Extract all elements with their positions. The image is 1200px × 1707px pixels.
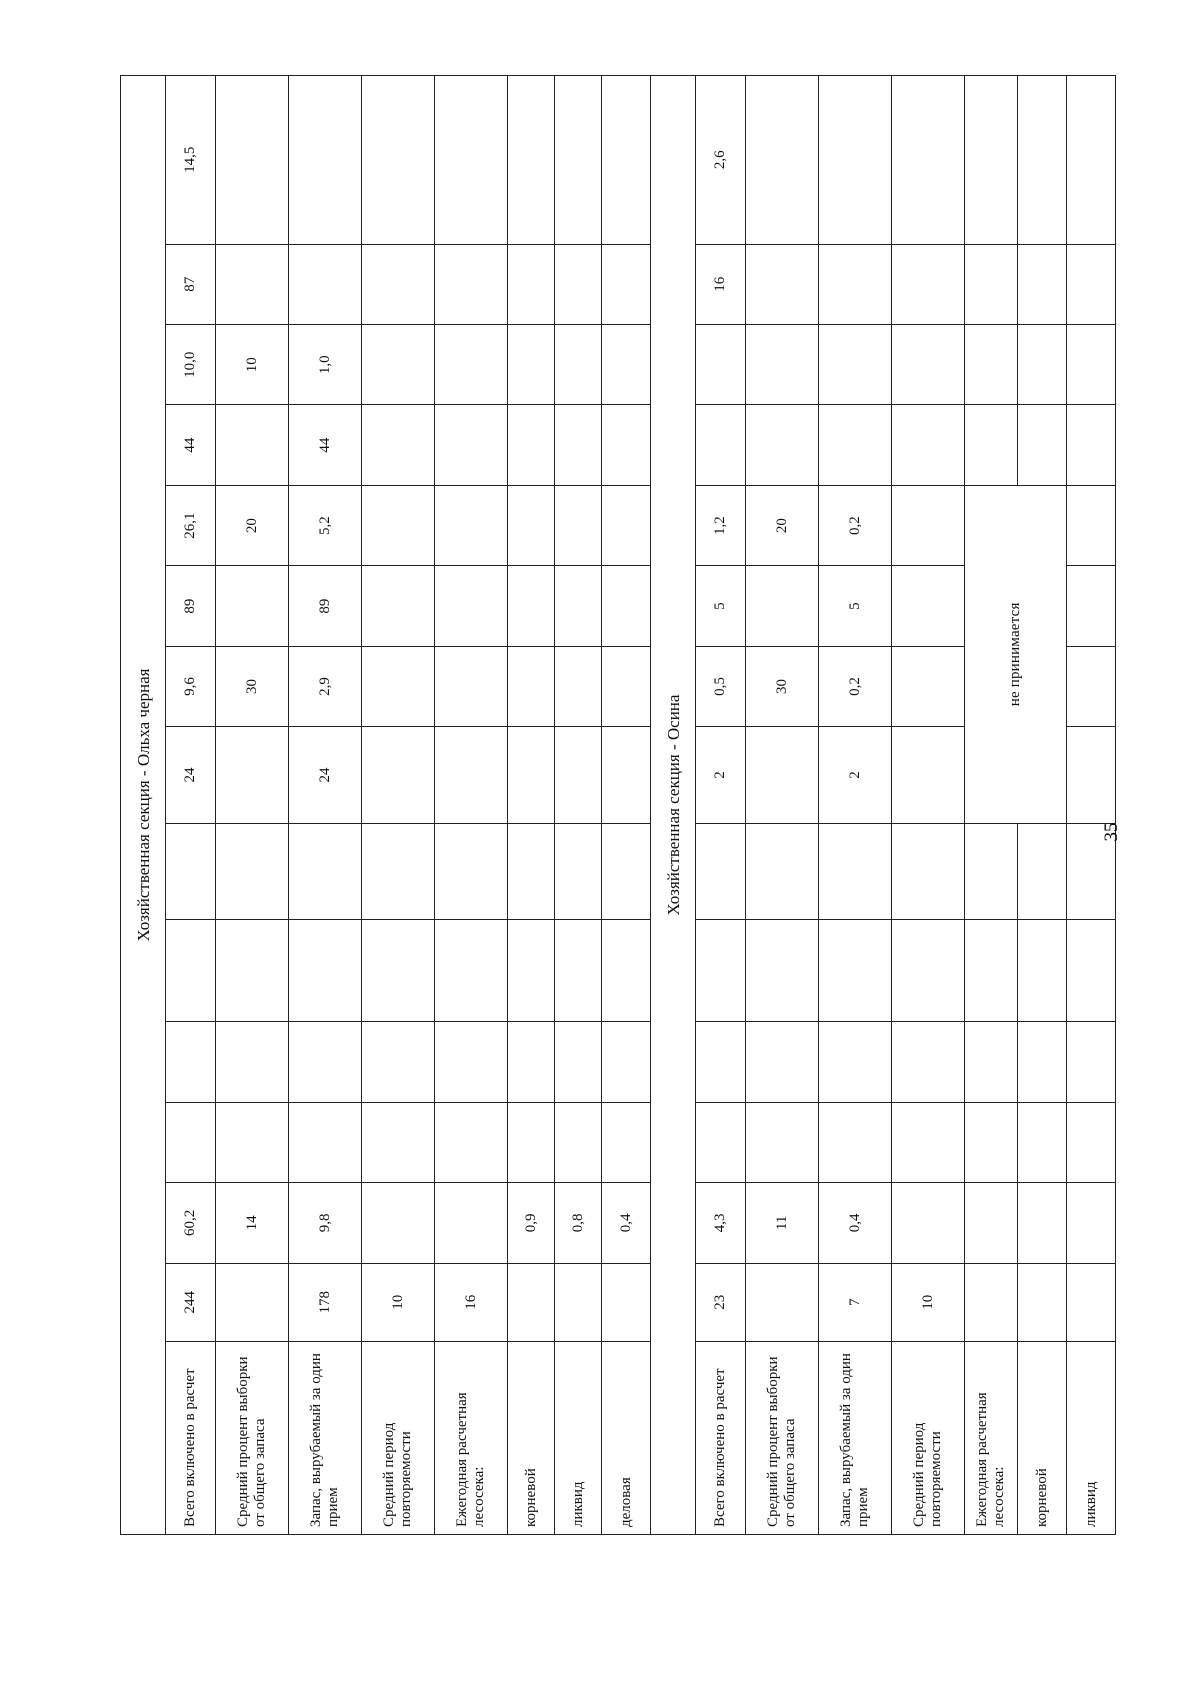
table-row [289,76,362,1535]
table-cell: 60,2 [166,1183,216,1263]
table-cell [216,727,289,824]
table-cell: 2 [696,727,746,824]
table-cell: 178 [289,1263,362,1341]
table-cell: 11 [746,1183,819,1263]
table-cell [602,324,651,404]
table-cell [1067,646,1116,726]
table-cell: 14 [216,1183,289,1263]
table-cell [435,324,508,404]
table-cell [892,1183,965,1263]
table-cell: 5 [696,566,746,646]
section-title: Хозяйственная секция - Осина [651,76,696,1535]
table-cell [1067,1263,1116,1341]
table-cell [1018,1183,1067,1263]
table-row [746,76,819,1535]
table-cell [555,1263,602,1341]
table-cell [508,920,555,1022]
table-cell [362,1022,435,1102]
table-cell: 7 [819,1263,892,1341]
table-cell [289,1022,362,1102]
table-cell [965,1183,1018,1263]
row-label: Средний период повторяемости [892,1341,965,1534]
table-cell [819,244,892,324]
table-row [819,76,892,1535]
table-cell [508,646,555,726]
table-cell [362,76,435,245]
table-row [602,76,651,1535]
table-row [696,76,746,1535]
table-cell [1067,1102,1116,1182]
table-cell [435,727,508,824]
table-cell [892,324,965,404]
table-cell [602,405,651,485]
table-cell [166,1022,216,1102]
table-cell: 44 [166,405,216,485]
table-cell [819,920,892,1022]
table-cell [819,823,892,920]
table-cell [508,1022,555,1102]
row-label: Запас, вырубаемый за один прием [819,1341,892,1534]
table-cell [555,405,602,485]
table-cell [508,244,555,324]
table-cell [435,566,508,646]
table-cell: 20 [216,485,289,565]
table-cell: 0,2 [819,646,892,726]
table-cell [746,76,819,245]
table-row [508,76,555,1535]
table-cell [892,727,965,824]
table-cell [555,920,602,1022]
table-cell: 16 [435,1263,508,1341]
row-label: корневой [1018,1341,1067,1534]
table-cell [602,1102,651,1182]
section-title-row [651,76,696,1535]
table-cell [435,823,508,920]
table-cell [362,566,435,646]
table-cell [892,405,965,485]
table-cell [1067,485,1116,565]
table-cell [1067,405,1116,485]
table-cell [819,1102,892,1182]
table-row [555,76,602,1535]
table-cell [746,566,819,646]
table-cell: 2 [819,727,892,824]
table-cell [1018,405,1067,485]
table-cell: 24 [289,727,362,824]
table-cell [965,920,1018,1022]
table-cell [602,566,651,646]
table-cell [602,920,651,1022]
table-cell [602,727,651,824]
row-label: ликвид [1067,1341,1116,1534]
table-cell [508,727,555,824]
table-cell: 9,8 [289,1183,362,1263]
table-cell [746,405,819,485]
table-cell [1018,920,1067,1022]
table-cell: 10 [216,324,289,404]
table-cell: 10 [892,1263,965,1341]
table-cell [696,920,746,1022]
table-cell [1018,1263,1067,1341]
table-cell: 14,5 [166,76,216,245]
table-cell: 0,4 [602,1183,651,1263]
table-cell: 89 [289,566,362,646]
row-label: Ежегодная расчетная лесосека: [965,1341,1018,1534]
table-cell [602,1022,651,1102]
table-cell [166,823,216,920]
table-cell: 0,5 [696,646,746,726]
table-cell [1067,324,1116,404]
table-cell [166,1102,216,1182]
table-cell [216,405,289,485]
table-cell [166,920,216,1022]
table-cell [508,76,555,245]
table-cell [892,920,965,1022]
table-cell [362,920,435,1022]
cutting-calculation-table [120,75,1116,1535]
table-row [965,76,1018,1535]
table-cell [965,76,1018,245]
table-row [166,76,216,1535]
table-cell: 5,2 [289,485,362,565]
table-cell [1018,823,1067,920]
table-cell [965,324,1018,404]
table-cell [602,485,651,565]
table-cell [602,244,651,324]
table-row [892,76,965,1535]
table-cell: 44 [289,405,362,485]
table-cell [216,1022,289,1102]
table-cell: 4,3 [696,1183,746,1263]
table-cell: 5 [819,566,892,646]
table-cell [965,1102,1018,1182]
table-cell [892,566,965,646]
table-row [216,76,289,1535]
table-cell [289,920,362,1022]
table-cell [965,823,1018,920]
table-cell [1067,1183,1116,1263]
table-cell [602,823,651,920]
table-row [362,76,435,1535]
table-cell [555,324,602,404]
table-cell [746,823,819,920]
table-cell [362,1183,435,1263]
table-cell [555,727,602,824]
table-cell: 2,9 [289,646,362,726]
row-label: Ежегодная расчетная лесосека: [435,1341,508,1534]
rotated-table-wrapper [120,75,1099,1535]
table-cell [555,823,602,920]
table-cell [216,1263,289,1341]
table-cell [746,324,819,404]
table-cell [435,646,508,726]
table-cell [435,485,508,565]
table-cell: 30 [746,646,819,726]
table-cell [892,646,965,726]
table-cell [362,405,435,485]
table-cell: 24 [166,727,216,824]
table-cell [819,405,892,485]
table-cell [555,76,602,245]
table-cell [555,646,602,726]
table-cell [216,1102,289,1182]
table-cell [289,823,362,920]
table-cell: 0,9 [508,1183,555,1263]
table-cell [362,485,435,565]
row-label: ликвид [555,1341,602,1534]
table-cell [362,324,435,404]
table-cell [1018,1102,1067,1182]
table-cell: 0,2 [819,485,892,565]
table-cell [696,1022,746,1102]
table-cell [965,1022,1018,1102]
table-cell [1067,1022,1116,1102]
row-label: корневой [508,1341,555,1534]
table-cell [435,1022,508,1102]
table-cell [1018,324,1067,404]
table-cell [892,823,965,920]
table-cell [508,823,555,920]
row-label: Всего включено в расчет [166,1341,216,1534]
table-cell: 0,8 [555,1183,602,1263]
row-label: Средний процент выборки от общего запаса [216,1341,289,1534]
row-label: Средний период повторяемости [362,1341,435,1534]
table-cell [435,1183,508,1263]
table-cell [508,405,555,485]
table-cell: 89 [166,566,216,646]
table-cell: 1,0 [289,324,362,404]
table-cell [1067,920,1116,1022]
table-cell [216,76,289,245]
table-cell [435,405,508,485]
table-cell [696,1102,746,1182]
table-cell [1067,566,1116,646]
table-cell [1018,1022,1067,1102]
table-cell [216,920,289,1022]
table-cell [555,244,602,324]
table-cell [508,485,555,565]
table-cell [696,823,746,920]
table-cell [965,405,1018,485]
table-cell [892,244,965,324]
table-cell [216,244,289,324]
table-cell [819,76,892,245]
table-cell [696,405,746,485]
table-cell [216,566,289,646]
table-cell [892,76,965,245]
table-cell [289,244,362,324]
not-accepted-note: не принимается [965,485,1067,823]
table-cell [602,646,651,726]
table-cell [435,1102,508,1182]
table-cell [435,920,508,1022]
table-cell [289,1102,362,1182]
table-cell: 10 [362,1263,435,1341]
table-cell [892,1022,965,1102]
table-cell: 23 [696,1263,746,1341]
table-cell [508,1263,555,1341]
table-cell: 244 [166,1263,216,1341]
table-cell [1067,76,1116,245]
table-cell [555,1102,602,1182]
table-cell [892,1102,965,1182]
table-cell [602,76,651,245]
table-cell [746,1102,819,1182]
row-label: Всего включено в расчет [696,1341,746,1534]
table-cell [508,566,555,646]
table-cell: 30 [216,646,289,726]
table-cell: 16 [696,244,746,324]
table-cell [362,1102,435,1182]
table-cell [435,76,508,245]
table-cell [555,485,602,565]
table-cell [892,485,965,565]
row-label: Запас, вырубаемый за один прием [289,1341,362,1534]
table-cell [508,1102,555,1182]
table-cell [965,1263,1018,1341]
table-cell [362,823,435,920]
table-row [435,76,508,1535]
table-cell [362,646,435,726]
table-cell [289,76,362,245]
section-title-row [121,76,166,1535]
table-cell [362,244,435,324]
table-cell [746,1022,819,1102]
table-cell [1067,244,1116,324]
table-cell [1018,76,1067,245]
table-cell [819,1022,892,1102]
table-cell [602,1263,651,1341]
table-cell: 26,1 [166,485,216,565]
section-title: Хозяйственная секция - Ольха черная [121,76,166,1535]
table-cell [965,244,1018,324]
table-cell [746,1263,819,1341]
table-cell [362,727,435,824]
table-cell [555,566,602,646]
table-cell: 2,6 [696,76,746,245]
table-cell [746,727,819,824]
table-cell [746,244,819,324]
table-cell [555,1022,602,1102]
table-cell [435,244,508,324]
table-cell: 9,6 [166,646,216,726]
table-cell: 10,0 [166,324,216,404]
table-cell [1018,244,1067,324]
table-cell: 87 [166,244,216,324]
row-label: деловая [602,1341,651,1534]
table-cell: 0,4 [819,1183,892,1263]
table-cell [216,823,289,920]
table-cell [696,324,746,404]
page-number: 35 [1101,822,1122,842]
table-cell: 1,2 [696,485,746,565]
row-label: Средний процент выборки от общего запаса [746,1341,819,1534]
table-cell: 20 [746,485,819,565]
table-cell [508,324,555,404]
table-cell [746,920,819,1022]
table-cell [819,324,892,404]
